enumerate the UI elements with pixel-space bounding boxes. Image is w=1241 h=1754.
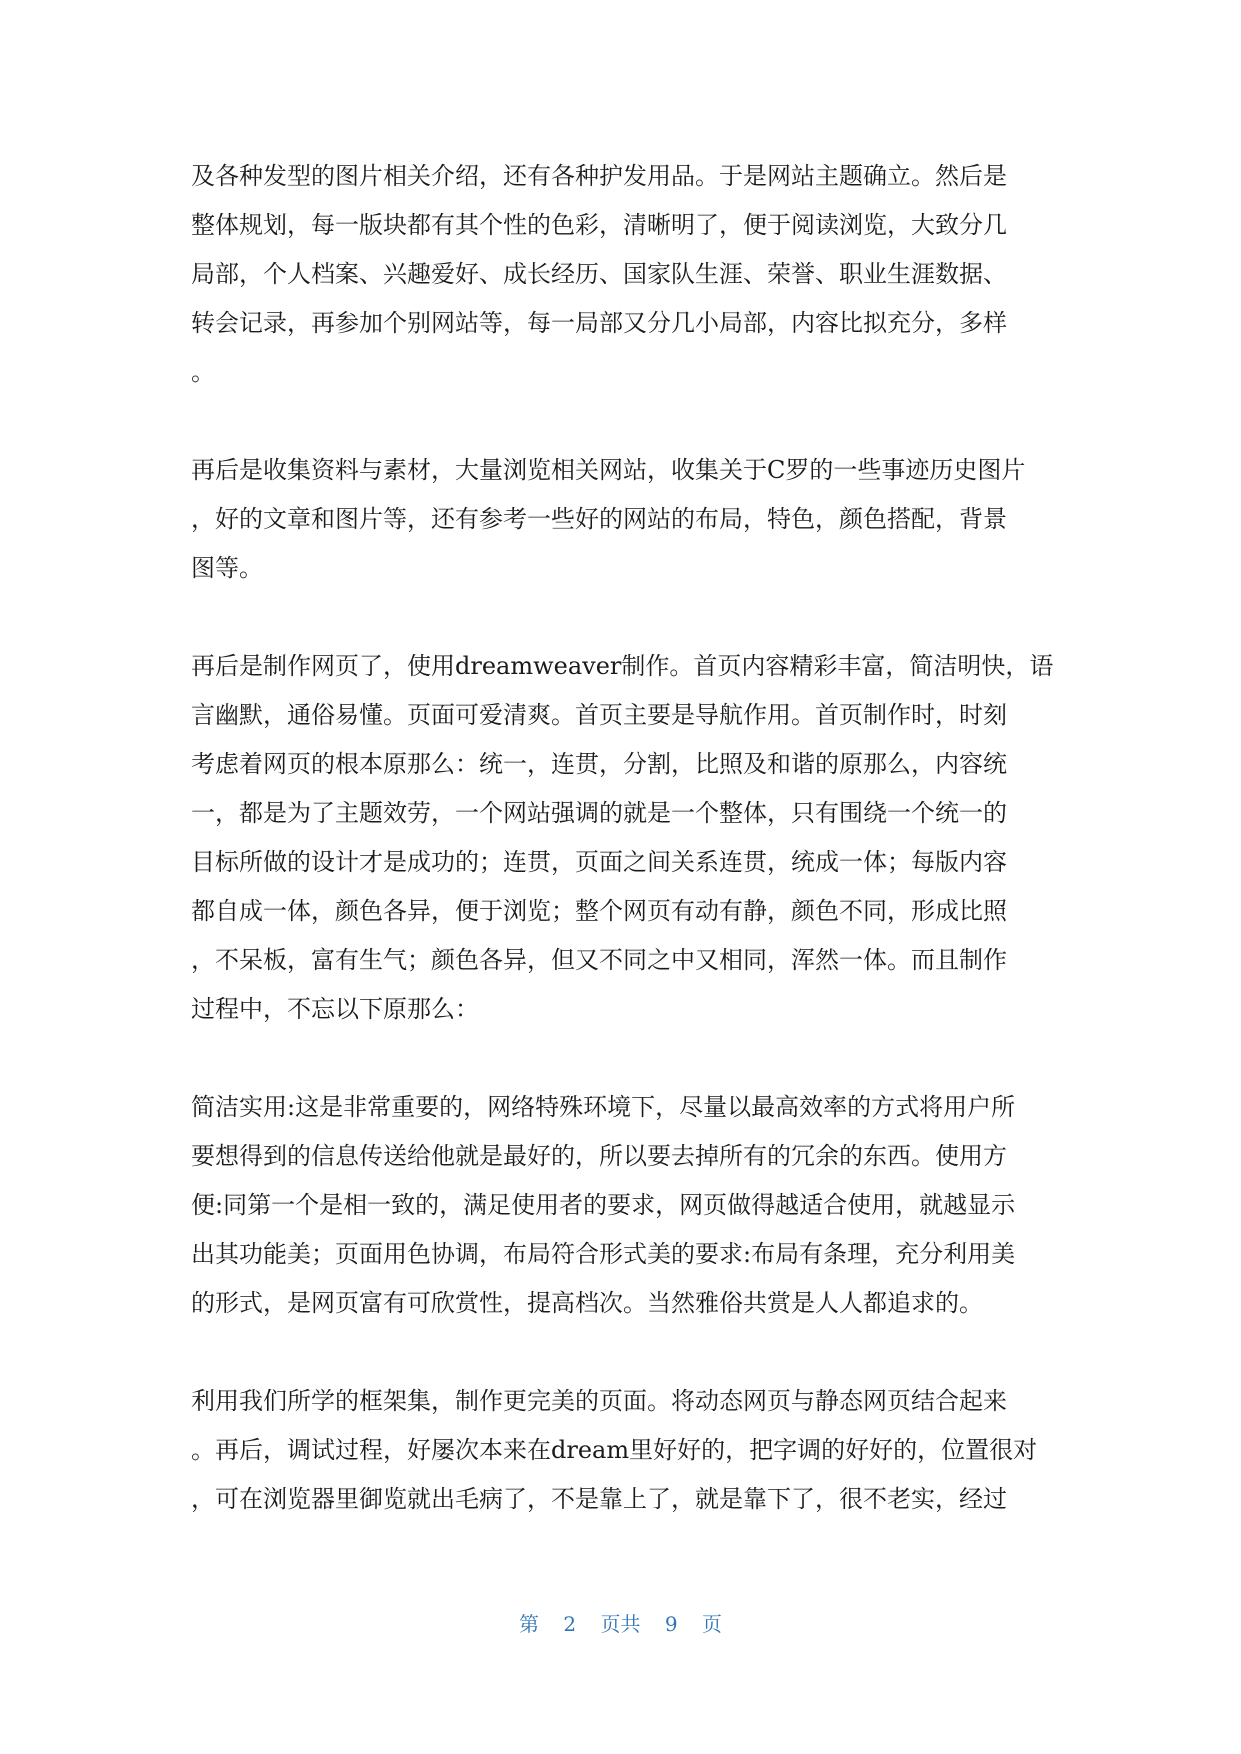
text-line: 考虑着网页的根本原那么：统一，连贯，分割，比照及和谐的原那么，内容统: [191, 750, 1007, 778]
text-line: 局部，个人档案、兴趣爱好、成长经历、国家队生涯、荣誉、职业生涯数据、: [191, 260, 1007, 288]
footer-total-pages: 9: [664, 1612, 678, 1636]
text-line: 简洁实用:这是非常重要的，网络特殊环境下，尽量以最高效率的方式将用户所: [191, 1093, 1016, 1121]
text-line: 一，都是为了主题效劳，一个网站强调的就是一个整体，只有围绕一个统一的: [191, 799, 1007, 827]
text-line: 便:同第一个是相一致的，满足使用者的要求，网页做得越适合使用，就越显示: [191, 1191, 1016, 1219]
paragraph: [191, 1377, 1061, 1524]
text-line: 利用我们所学的框架集，制作更完美的页面。将动态网页与静态网页结合起来: [191, 1387, 1007, 1415]
footer-suffix: 页: [701, 1612, 722, 1636]
footer-middle: 页共: [600, 1612, 641, 1636]
document-body: [191, 152, 1061, 1573]
text-line: 整体规划，每一版块都有其个性的色彩，清晰明了，便于阅读浏览，大致分几: [191, 211, 1007, 239]
text-line: 再后是收集资料与素材，大量浏览相关网站，收集关于C罗的一些事迹历史图片: [191, 456, 1026, 484]
text-line: 再后是制作网页了，使用dreamweaver制作。首页内容精彩丰富，简洁明快，语: [191, 652, 1054, 680]
text-line: 的形式，是网页富有可欣赏性，提高档次。当然雅俗共赏是人人都追求的。: [191, 1289, 983, 1317]
paragraph: [191, 642, 1061, 1034]
text-line: 。再后，调试过程，好屡次本来在dream里好好的，把字调的好好的，位置很对: [191, 1436, 1038, 1464]
text-line: ，不呆板，富有生气；颜色各异，但又不同之中又相同，浑然一体。而且制作: [191, 946, 1007, 974]
text-line: 。: [191, 358, 215, 386]
text-line: 转会记录，再参加个别网站等，每一局部又分几小局部，内容比拟充分，多样: [191, 309, 1007, 337]
paragraph: [191, 152, 1061, 397]
page-footer: [0, 1608, 1241, 1637]
paragraph: [191, 446, 1061, 593]
footer-current-page: 2: [563, 1612, 577, 1636]
text-line: 言幽默，通俗易懂。页面可爱清爽。首页主要是导航作用。首页制作时，时刻: [191, 701, 1007, 729]
text-line: 及各种发型的图片相关介绍，还有各种护发用品。于是网站主题确立。然后是: [191, 162, 1007, 190]
paragraph: [191, 1083, 1061, 1328]
text-line: 目标所做的设计才是成功的；连贯，页面之间关系连贯，统成一体；每版内容: [191, 848, 1007, 876]
text-line: 都自成一体，颜色各异，便于浏览；整个网页有动有静，颜色不同，形成比照: [191, 897, 1007, 925]
text-line: 出其功能美；页面用色协调，布局符合形式美的要求:布局有条理，充分利用美: [191, 1240, 1016, 1268]
text-line: 过程中，不忘以下原那么：: [191, 995, 479, 1023]
footer-prefix: 第: [519, 1612, 540, 1636]
text-line: ，可在浏览器里御览就出毛病了，不是靠上了，就是靠下了，很不老实，经过: [191, 1485, 1007, 1513]
text-line: 要想得到的信息传送给他就是最好的，所以要去掉所有的冗余的东西。使用方: [191, 1142, 1007, 1170]
text-line: 图等。: [191, 554, 263, 582]
text-line: ，好的文章和图片等，还有参考一些好的网站的布局，特色，颜色搭配，背景: [191, 505, 1007, 533]
